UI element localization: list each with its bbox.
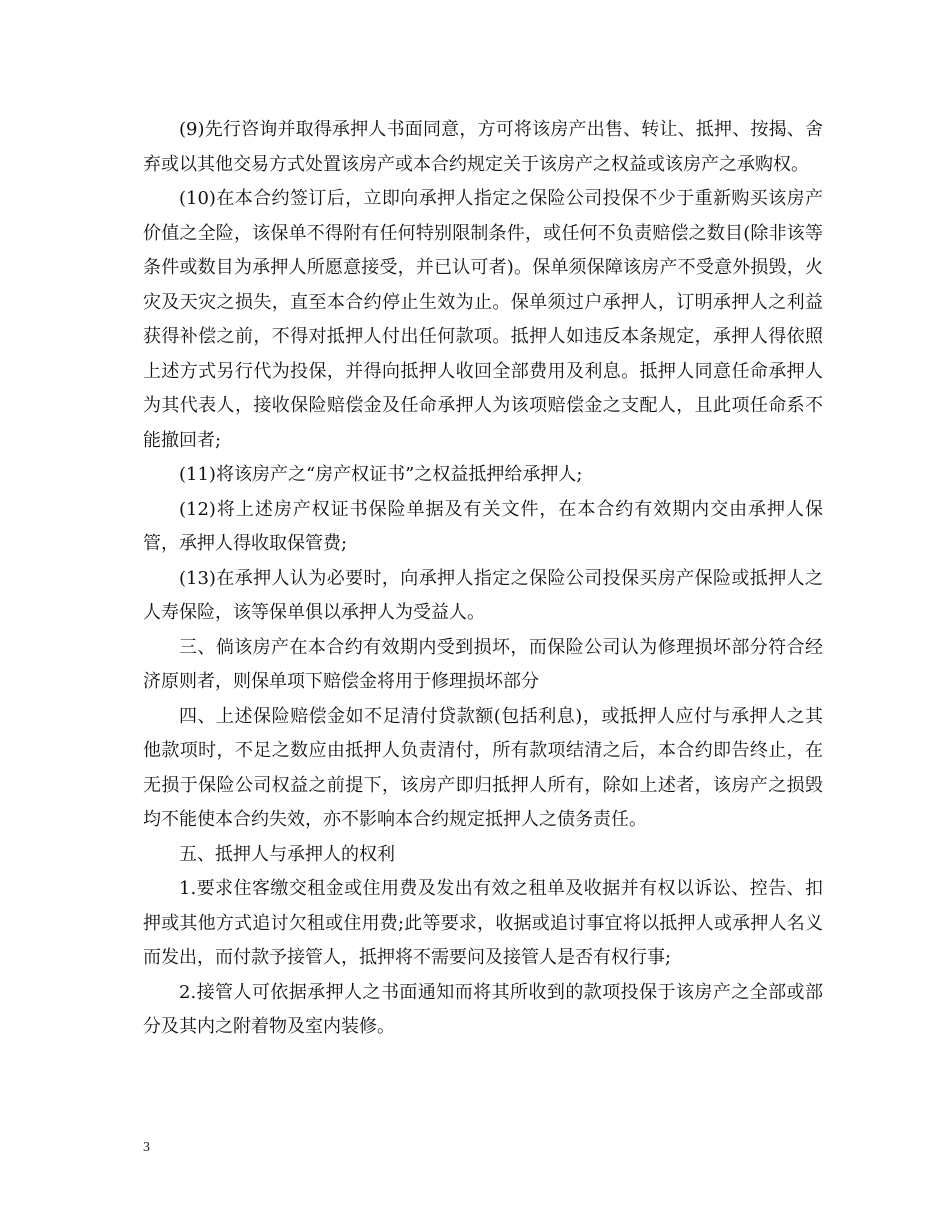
paragraph-clause-9: (9)先行咨询并取得承押人书面同意，方可将该房产出售、转让、抵押、按揭、舍弃或以其他交易方式处置该房产或本合约规定关于该房产之权益或该房产之承购权。 <box>143 119 823 175</box>
paragraph-clause-13: (13)在承押人认为必要时，向承押人指定之保险公司投保买房产保险或抵押人之人寿保险，该等保单俱以承押人为受益人。 <box>143 567 823 623</box>
paragraph-section-3: 三、倘该房产在本合约有效期内受到损坏，而保险公司认为修理损坏部分符合经济原则者，则保单项下赔偿金将用于修理损坏部分 <box>143 636 823 692</box>
paragraph-right-2: 2.接管人可依据承押人之书面通知而将其所收到的款项投保于该房产之全部或部分及其内之附着物及室内装修。 <box>143 981 823 1037</box>
paragraph-clause-12: (12)将上述房产权证书保险单据及有关文件，在本合约有效期内交由承押人保管，承押人得收取保管费; <box>143 498 823 554</box>
paragraph-clause-10: (10)在本合约签订后，立即向承押人指定之保险公司投保不少于重新购买该房产价值之全险，该保单不得附有任何特别限制条件，或任何不负责赔偿之数目(除非该等条件或数目为承押人所愿意接受，并已认可者)。保单须保障该房产不受意外损毁，火灾及天灾之损失，直至本合约停止生效为止。保单须过户承押人，订明承押人之利益获得补偿之前，不得对抵押人付出任何款项。抵押人如违反本条规定，承押人得依照上述方式另行代为投保，并得向抵押人收回全部费用及利息。抵押人同意任命承押人为其代表人，接收保险赔偿金及任命承押人为该项赔偿金之支配人，且此项任命系不能撤回者; <box>143 188 823 451</box>
section-heading-5: 五、抵押人与承押人的权利 <box>179 843 395 865</box>
paragraph-section-4: 四、上述保险赔偿金如不足清付贷款额(包括利息)，或抵押人应付与承押人之其他款项时，不足之数应由抵押人负责清付，所有款项结清之后，本合约即告终止，在无损于保险公司权益之前提下，该房产即归抵押人所有，除如上述者，该房产之损毁均不能使本合约失效，亦不影响本合约规定抵押人之债务责任。 <box>143 705 823 830</box>
page-number: 3 <box>143 1140 150 1155</box>
document-body <box>143 113 823 1045</box>
paragraph-clause-11: (11)将该房产之“房产权证书”之权益抵押给承押人; <box>179 464 583 485</box>
paragraph-right-1: 1.要求住客缴交租金或住用费及发出有效之租单及收据并有权以诉讼、控告、扣押或其他方式追讨欠租或住用费;此等要求，收据或追讨事宜将以抵押人或承押人名义而发出，而付款予接管人，抵押将不需要问及接管人是否有权行事; <box>143 878 823 968</box>
